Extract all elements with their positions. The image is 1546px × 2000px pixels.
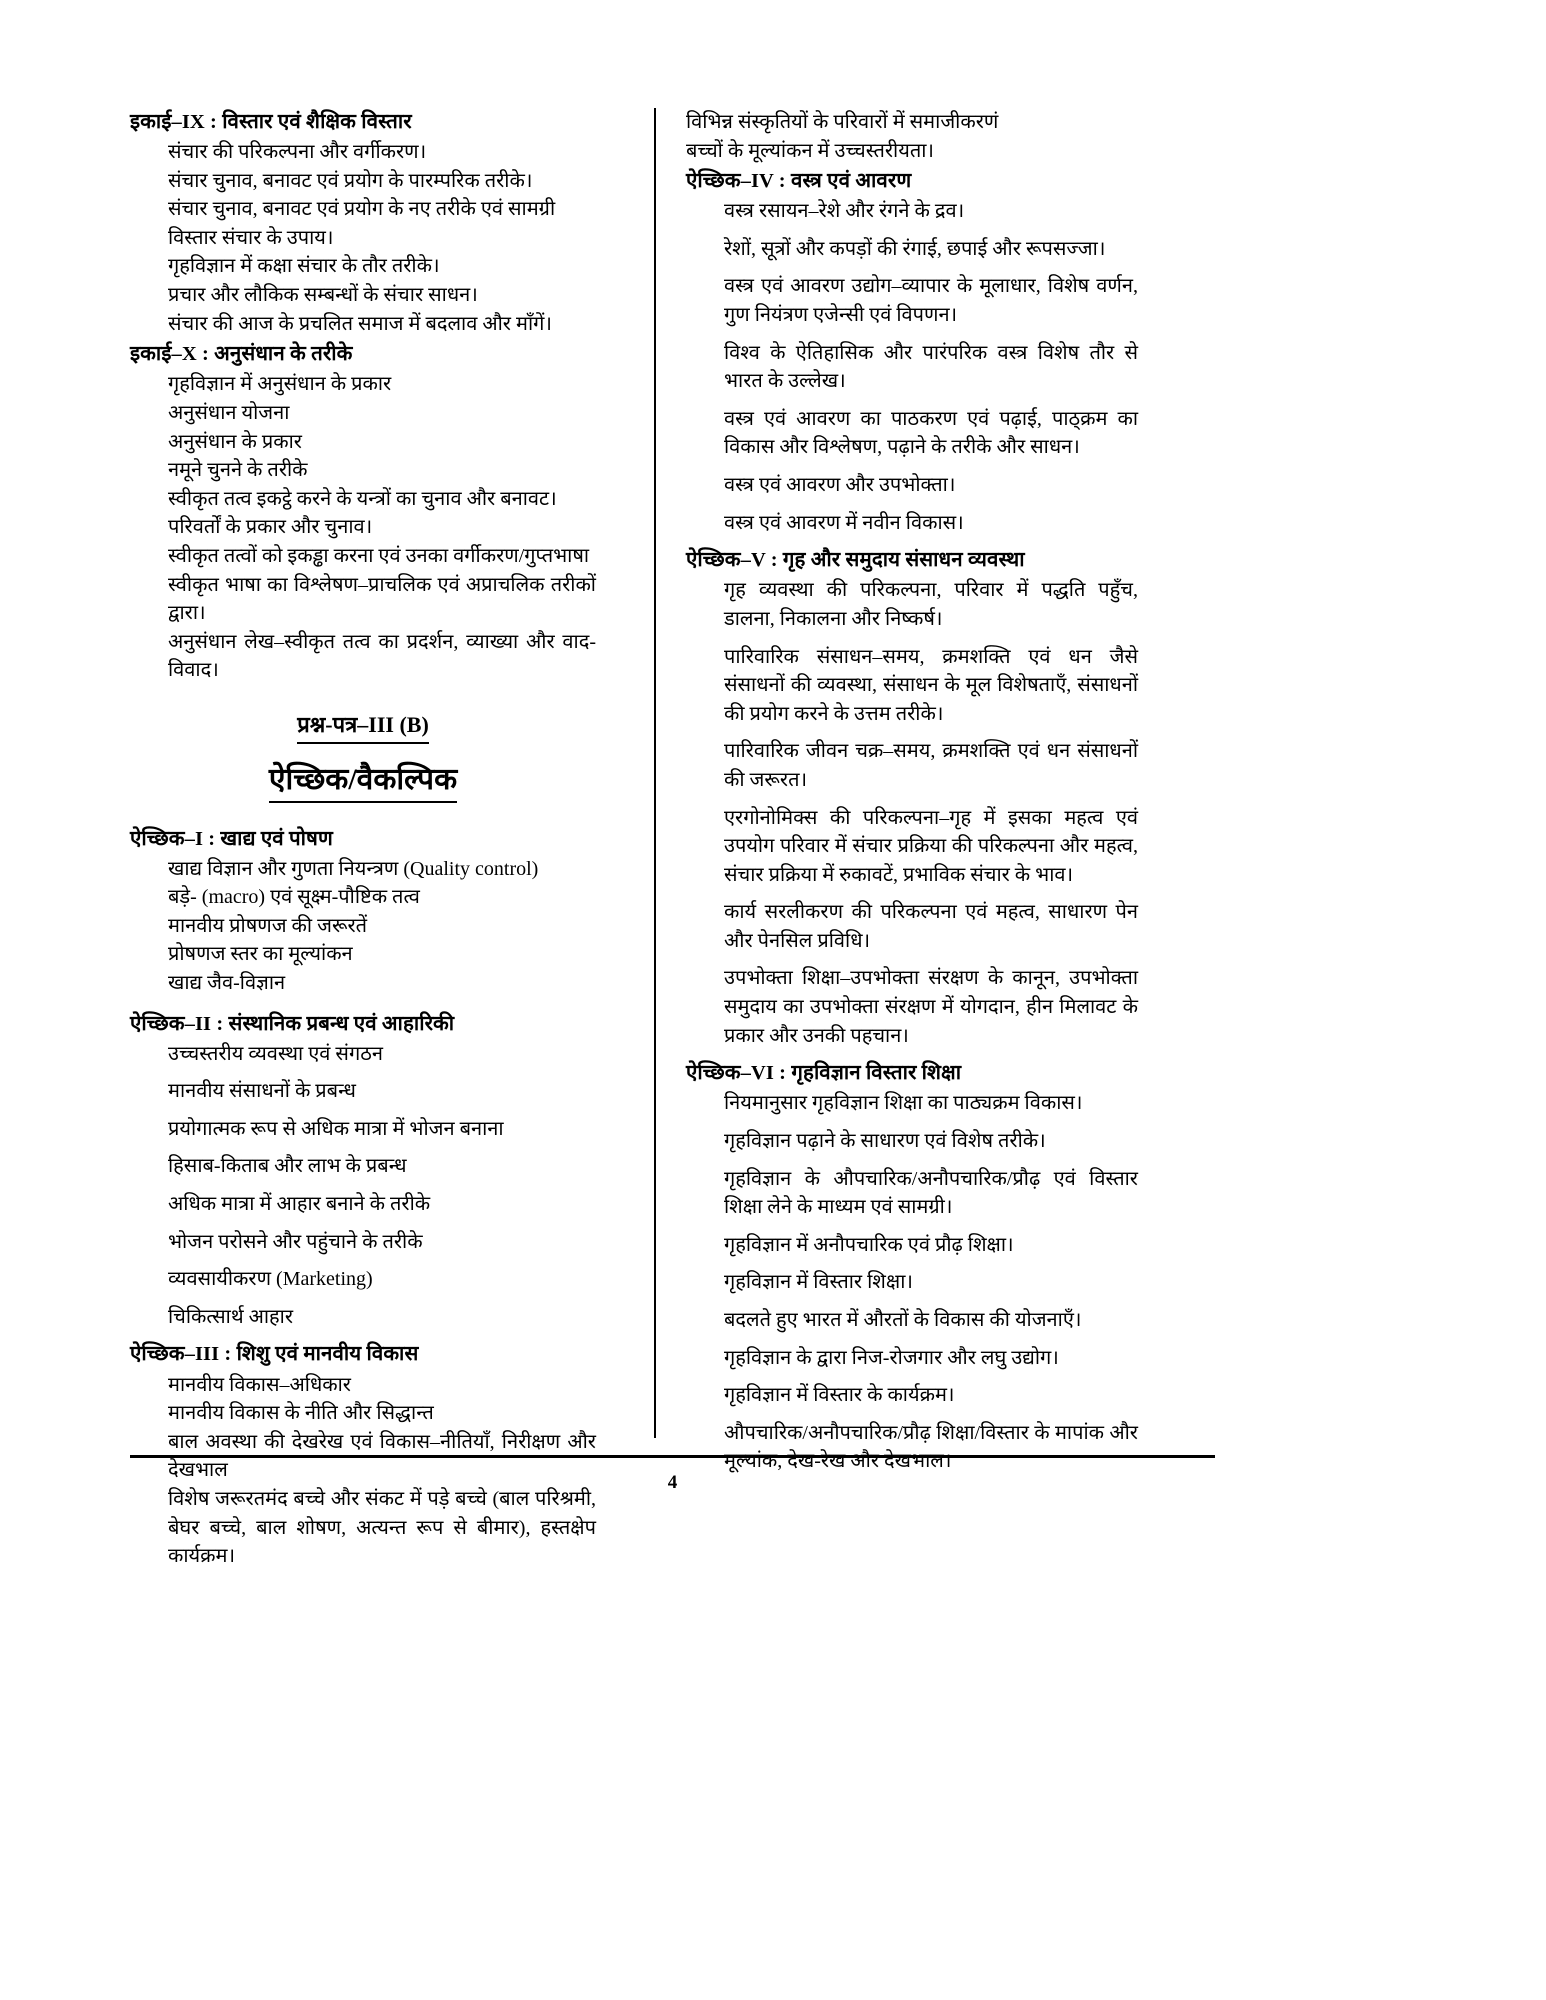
syllabus-item: खाद्य विज्ञान और गुणता नियन्त्रण (Quality control)	[168, 857, 539, 880]
syllabus-item: गृहविज्ञान में अनौपचारिक एवं प्रौढ़ शिक्षा।	[724, 1233, 1014, 1256]
syllabus-item: अनुसंधान के प्रकार	[168, 430, 302, 453]
syllabus-item: विश्व के ऐतिहासिक और पारंपरिक वस्त्र विशेष तौर से भारत के उल्लेख।	[724, 341, 1138, 393]
right-column	[656, 108, 1138, 1473]
syllabus-item: उच्चस्तरीय व्यवस्था एवं संगठन	[168, 1042, 383, 1065]
syllabus-item: मानवीय संसाधनों के प्रबन्ध	[168, 1080, 356, 1103]
syllabus-item: वस्त्र एवं आवरण में नवीन विकास।	[724, 511, 964, 534]
section-elective-v	[686, 546, 1138, 1050]
syllabus-item: संचार चुनाव, बनावट एवं प्रयोग के पारम्परिक तरीके।	[168, 169, 533, 192]
syllabus-item: औपचारिक/अनौपचारिक/प्रौढ़ शिक्षा/विस्तार के मापांक और मूल्यांक, देख-रेख और देखभाल।	[724, 1421, 1138, 1473]
syllabus-item: विस्तार संचार के उपाय।	[168, 226, 334, 249]
syllabus-item: व्यवसायीकरण (Marketing)	[168, 1268, 373, 1291]
section-unit-ix	[130, 108, 596, 338]
syllabus-item: एरगोनोमिक्स की परिकल्पना–गृह में इसका महत्व एवं उपयोग परिवार में संचार प्रक्रिया की परिकल्पना और महत्व, संचार प्रक्रिया में रुकावटें, प्रभाविक संचार के भाव।	[724, 806, 1138, 886]
syllabus-item: गृहविज्ञान में विस्तार शिक्षा।	[724, 1271, 913, 1294]
left-column	[130, 108, 612, 1568]
continued-items	[686, 108, 1138, 165]
syllabus-item: गृहविज्ञान में अनुसंधान के प्रकार	[168, 373, 392, 396]
syllabus-item: वस्त्र एवं आवरण उद्योग–व्यापार के मूलाधार, विशेष वर्णन, गुण नियंत्रण एजेन्सी एवं विपणन।	[724, 275, 1138, 327]
syllabus-item: वस्त्र एवं आवरण का पाठकरण एवं पढ़ाई, पाठ्क्रम का विकास और विश्लेषण, पढ़ाने के तरीके और साधन।	[724, 407, 1138, 459]
syllabus-item: गृहविज्ञान के औपचारिक/अनौपचारिक/प्रौढ़ एवं विस्तार शिक्षा लेने के माध्यम एवं सामग्री।	[724, 1167, 1138, 1219]
syllabus-item: चिकित्सार्थ आहार	[168, 1305, 294, 1328]
section-heading: ऐच्छिक–III : शिशु एवं मानवीय विकास	[130, 1343, 419, 1366]
paper-subtitle: ऐच्छिक/वैकल्पिक	[269, 760, 457, 803]
syllabus-item: संचार की आज के प्रचलित समाज में बदलाव और माँगें।	[168, 312, 552, 335]
syllabus-item: प्रोषणज स्तर का मूल्यांकन	[168, 943, 353, 966]
syllabus-item: बड़े- (macro) एवं सूक्ष्म-पौष्टिक तत्व	[168, 886, 420, 909]
section-heading: ऐच्छिक–IV : वस्त्र एवं आवरण	[686, 170, 912, 193]
syllabus-item: अनुसंधान लेख–स्वीकृत तत्व का प्रदर्शन, व्याख्या और वाद-विवाद।	[168, 630, 596, 682]
section-elective-vi	[686, 1059, 1138, 1476]
section-elective-iv	[686, 167, 1138, 537]
page-number: 4	[667, 1472, 678, 1493]
syllabus-item: स्वीकृत भाषा का विश्लेषण–प्राचलिक एवं अप्राचलिक तरीकों द्वारा।	[168, 573, 596, 625]
syllabus-item: प्रयोगात्मक रूप से अधिक मात्रा में भोजन बनाना	[168, 1117, 504, 1140]
syllabus-item: हिसाब-किताब और लाभ के प्रबन्ध	[168, 1155, 407, 1178]
syllabus-item: अधिक मात्रा में आहार बनाने के तरीके	[168, 1193, 431, 1216]
syllabus-item: गृह व्यवस्था की परिकल्पना, परिवार में पद्धति पहुँच, डालना, निकालना और निष्कर्ष।	[724, 579, 1138, 630]
section-unit-x	[130, 340, 596, 685]
syllabus-item: बाल अवस्था की देखरेख एवं विकास–नीतियाँ, निरीक्षण और देखभाल	[168, 1430, 596, 1482]
section-heading: ऐच्छिक–II : संस्थानिक प्रबन्ध एवं आहारिकी	[130, 1012, 455, 1035]
syllabus-item: गृहविज्ञान में विस्तार के कार्यक्रम।	[724, 1384, 955, 1407]
syllabus-item: बच्चों के मूल्यांकन में उच्चस्तरीयता।	[686, 139, 934, 162]
syllabus-item: संचार चुनाव, बनावट एवं प्रयोग के नए तरीके एवं सामग्री	[168, 198, 556, 221]
section-heading: ऐच्छिक–VI : गृहविज्ञान विस्तार शिक्षा	[686, 1062, 962, 1085]
syllabus-item: नियमानुसार गृहविज्ञान शिक्षा का पाठ्यक्रम विकास।	[724, 1092, 1083, 1115]
syllabus-item: नमूने चुनने के तरीके	[168, 459, 308, 482]
syllabus-item: पारिवारिक जीवन चक्र–समय, क्रमशक्ति एवं धन संसाधनों की जरूरत।	[724, 740, 1138, 791]
section-heading: इकाई–X : अनुसंधान के तरीके	[130, 343, 353, 366]
syllabus-item: परिवर्तों के प्रकार और चुनाव।	[168, 516, 373, 539]
syllabus-item: गृहविज्ञान के द्वारा निज-रोजगार और लघु उद्योग।	[724, 1346, 1059, 1369]
spacer	[130, 1000, 596, 1010]
syllabus-item: उपभोक्ता शिक्षा–उपभोक्ता संरक्षण के कानून, उपभोक्ता समुदाय का उपभोक्ता संरक्षण में योगदान, हीन मिलावट के प्रकार और उनकी पहचान।	[724, 967, 1138, 1047]
paper-title-wrap	[130, 711, 596, 744]
section-elective-i	[130, 825, 596, 998]
syllabus-item: बदलते हुए भारत में औरतों के विकास की योजनाएँ।	[724, 1308, 1082, 1331]
footer-divider	[130, 1455, 1215, 1458]
syllabus-item: कार्य सरलीकरण की परिकल्पना एवं महत्व, साधारण पेन और पेनसिल प्रविधि।	[724, 901, 1138, 952]
syllabus-item: मानवीय विकास के नीति और सिद्धान्त	[168, 1402, 434, 1425]
syllabus-item: भोजन परोसने और पहुंचाने के तरीके	[168, 1230, 423, 1253]
paper-title: प्रश्न-पत्र–III (B)	[297, 711, 429, 744]
syllabus-item: विभिन्न संस्कृतियों के परिवारों में समाजीकरणं	[686, 111, 999, 133]
section-elective-ii	[130, 1010, 596, 1332]
syllabus-item: स्वीकृत तत्वों को इकड्ढा करना एवं उनका वर्गीकरण/गुप्तभाषा	[168, 544, 590, 567]
syllabus-item: गृहविज्ञान में कक्षा संचार के तौर तरीके।	[168, 255, 440, 278]
syllabus-item: खाद्य जैव-विज्ञान	[168, 971, 286, 994]
section-heading: इकाई–IX : विस्तार एवं शैक्षिक विस्तार	[130, 111, 412, 133]
syllabus-item: अनुसंधान योजना	[168, 401, 290, 424]
syllabus-item: विशेष जरूरतमंद बच्चे और संकट में पड़े बच्चे (बाल परिश्रमी, बेघर बच्चे, बाल शोषण, अत्यन्त रूप से बीमार), हस्तक्षेप कार्यक्रम।	[168, 1487, 596, 1568]
syllabus-item: मानवीय विकास–अधिकार	[168, 1373, 351, 1396]
syllabus-item: पारिवारिक संसाधन–समय, क्रमशक्ति एवं धन जैसे संसाधनों की व्यवस्था, संसाधन के मूल विशेषताएँ, संसाधनों की प्रयोग करने के उत्तम तरीके।	[724, 645, 1138, 725]
page-content	[130, 108, 1215, 1568]
syllabus-item: गृहविज्ञान पढ़ाने के साधारण एवं विशेष तरीके।	[724, 1129, 1046, 1152]
syllabus-item: प्रचार और लौकिक सम्बन्धों के संचार साधन।	[168, 284, 478, 307]
section-heading: ऐच्छिक–I : खाद्य एवं पोषण	[130, 827, 333, 850]
syllabus-item: रेशों, सूत्रों और कपड़ों की रंगाई, छपाई और रूपसज्जा।	[724, 237, 1106, 260]
syllabus-item: वस्त्र रसायन–रेशे और रंगने के द्रव।	[724, 200, 965, 223]
syllabus-item: स्वीकृत तत्व इकट्ठे करने के यन्त्रों का चुनाव और बनावट।	[168, 487, 557, 510]
paper-subtitle-wrap	[130, 760, 596, 803]
syllabus-item: संचार की परिकल्पना और वर्गीकरण।	[168, 141, 427, 164]
section-heading: ऐच्छिक–V : गृह और समुदाय संसाधन व्यवस्था	[686, 549, 1025, 572]
syllabus-item: मानवीय प्रोषणज की जरूरतें	[168, 914, 368, 937]
syllabus-item: वस्त्र एवं आवरण और उपभोक्ता।	[724, 474, 956, 497]
